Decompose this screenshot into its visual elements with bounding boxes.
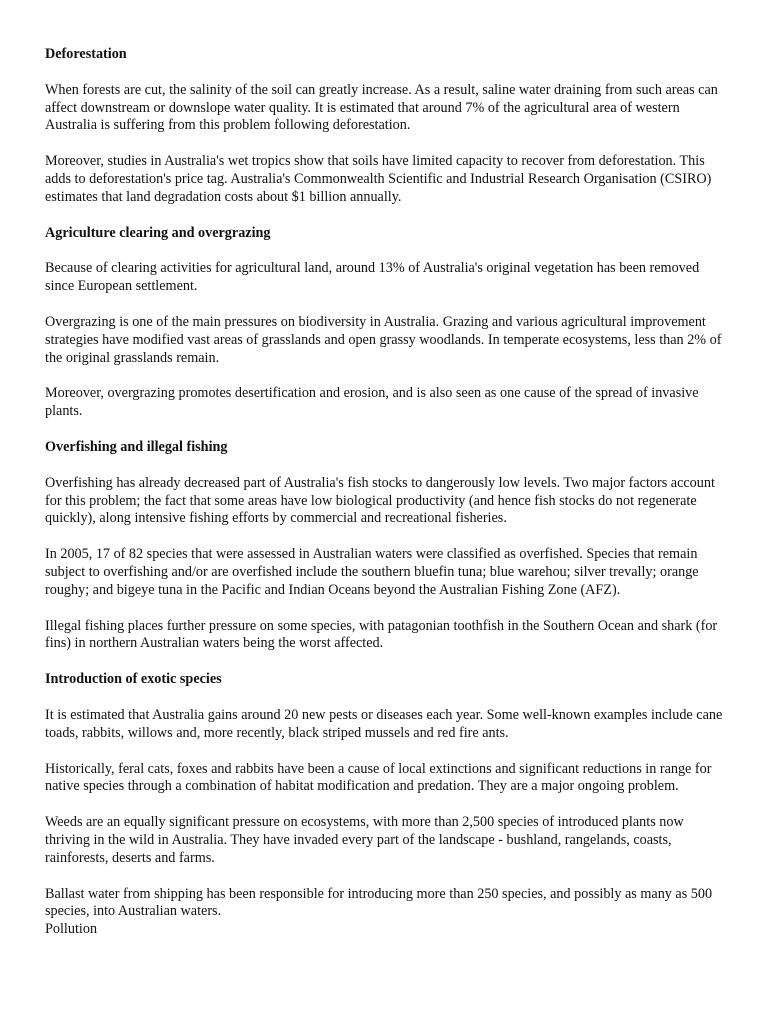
paragraph: Because of clearing activities for agricultural land, around 13% of Australia's original vegetation has been removed since European settlement.: [45, 260, 700, 295]
section-heading: Introduction of exotic species: [45, 671, 222, 688]
paragraph: Ballast water from shipping has been responsible for introducing more than 250 species, and possibly as many as 500 species, into Australian waters.: [45, 885, 713, 920]
paragraph: Weeds are an equally significant pressure on ecosystems, with more than 2,500 species of introduced plants now thriving in the wild in Australia. They have invaded every part of the landscape - bushland, rangelands, coasts, rainforests, deserts and farms.: [45, 814, 684, 866]
paragraph: When forests are cut, the salinity of the soil can greatly increase. As a result, saline water draining from such areas can affect downstream or downslope water quality. It is estimated that around 7% of the agricultural area of western Australia is suffering from this problem following deforestation.: [45, 81, 718, 134]
section-heading: Agriculture clearing and overgrazing: [45, 224, 271, 241]
trailing-heading-pollution: Pollution: [45, 921, 98, 938]
section-exotic-species: [45, 671, 725, 921]
section-agriculture-clearing: [45, 225, 725, 421]
section-deforestation: [45, 46, 725, 207]
paragraph: Illegal fishing places further pressure on some species, with patagonian toothfish in the Southern Ocean and shark (for fins) in northern Australian waters being the worst affected.: [45, 617, 718, 652]
paragraph: Overfishing has already decreased part of Australia's fish stocks to dangerously low levels. Two major factors account for this problem; the fact that some areas have low biological productivity (and hence fish stocks do not regenerate quickly), along intensive fishing efforts by commercial and recreational fisheries.: [45, 474, 715, 527]
section-heading: Overfishing and illegal fishing: [45, 438, 228, 455]
paragraph: Overgrazing is one of the main pressures on biodiversity in Australia. Grazing and various agricultural improvement strategies have modified vast areas of grasslands and open grassy woodlands. In temperate ecosystems, less than 2% of the original grasslands remain.: [45, 313, 722, 366]
section-overfishing: [45, 439, 725, 653]
paragraph: In 2005, 17 of 82 species that were assessed in Australian waters were classified as overfished. Species that remain subject to overfishing and/or are overfished include the southern bluefin tuna; blue warehou; silver trevally; orange roughy; and bigeye tuna in the Pacific and Indian Oceans beyond the Australian Fishing Zone (AFZ).: [45, 546, 699, 598]
paragraph: Historically, feral cats, foxes and rabbits have been a cause of local extinctions and significant reductions in range for native species through a combination of habitat modification and predation. They are a major ongoing problem.: [45, 760, 712, 795]
paragraph: Moreover, overgrazing promotes desertification and erosion, and is also seen as one cause of the spread of invasive plants.: [45, 385, 699, 420]
paragraph: It is estimated that Australia gains around 20 new pests or diseases each year. Some well-known examples include cane toads, rabbits, willows and, more recently, black striped mussels and red fire ants.: [45, 706, 723, 741]
section-heading: Deforestation: [45, 46, 127, 62]
document-page: [45, 46, 725, 939]
paragraph: Moreover, studies in Australia's wet tropics show that soils have limited capacity to recover from deforestation. This adds to deforestation's price tag. Australia's Commonwealth Scientific and Industrial Research Organisation (CSIRO) estimates that land degradation costs about $1 billion annually.: [45, 153, 712, 205]
